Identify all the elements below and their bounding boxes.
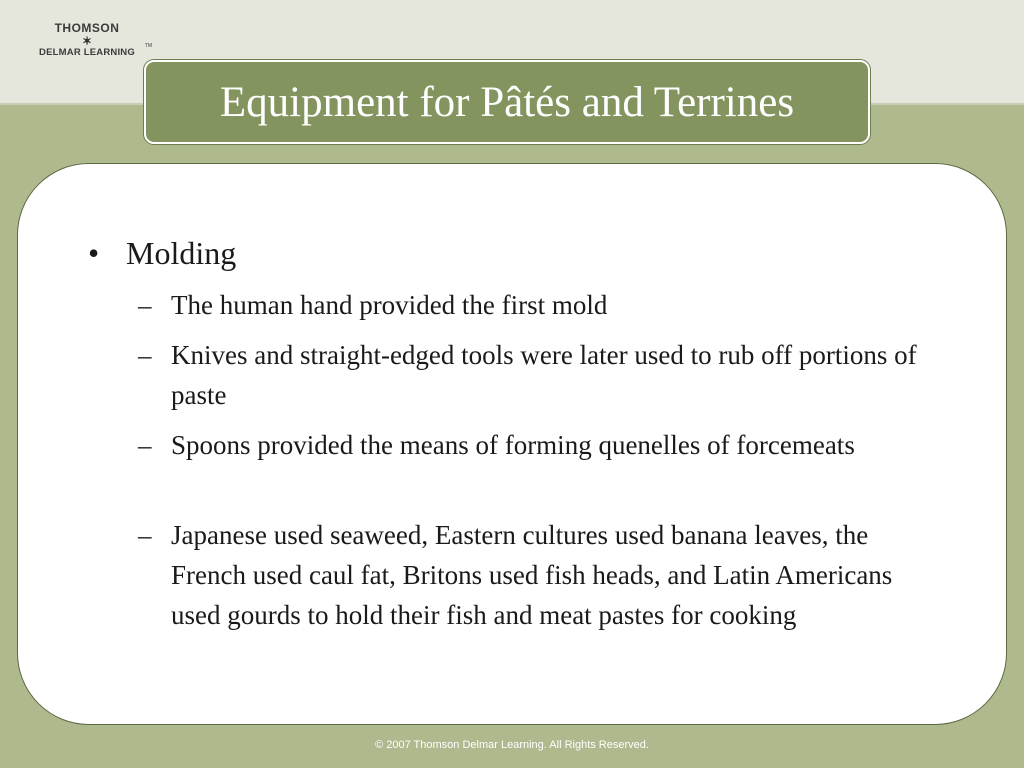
slide-title-box bbox=[144, 60, 870, 144]
logo-star-icon: ✶ bbox=[81, 34, 93, 48]
logo-wordmark-top: THOMSON bbox=[54, 21, 120, 35]
sub-item-text: The human hand provided the first mold bbox=[171, 290, 608, 320]
logo-trademark: TM bbox=[144, 43, 152, 49]
dash-icon: – bbox=[138, 290, 152, 320]
dash-icon: – bbox=[138, 340, 152, 370]
thomson-delmar-logo bbox=[22, 22, 152, 58]
copyright-footer: © 2007 Thomson Delmar Learning. All Rights Reserved. bbox=[375, 739, 649, 751]
sub-item-text: Spoons provided the means of forming quenelles of forcemeats bbox=[171, 430, 855, 460]
dash-icon: – bbox=[138, 430, 152, 460]
bullet-dot-icon: • bbox=[88, 235, 100, 271]
bullet-label: Molding bbox=[126, 235, 237, 271]
logo-wordmark-bottom: DELMAR LEARNING bbox=[39, 47, 135, 58]
dash-icon: – bbox=[138, 520, 152, 550]
sub-item-text: Japanese used seaweed, Eastern cultures used banana leaves, the French used caul fat, Britons used fish heads, and Latin Americans used gourds to hold their fish and meat pastes for cooking bbox=[171, 520, 893, 630]
sub-item-text: Knives and straight-edged tools were later used to rub off portions of paste bbox=[171, 340, 917, 410]
slide-title: Equipment for Pâtés and Terrines bbox=[219, 78, 795, 126]
